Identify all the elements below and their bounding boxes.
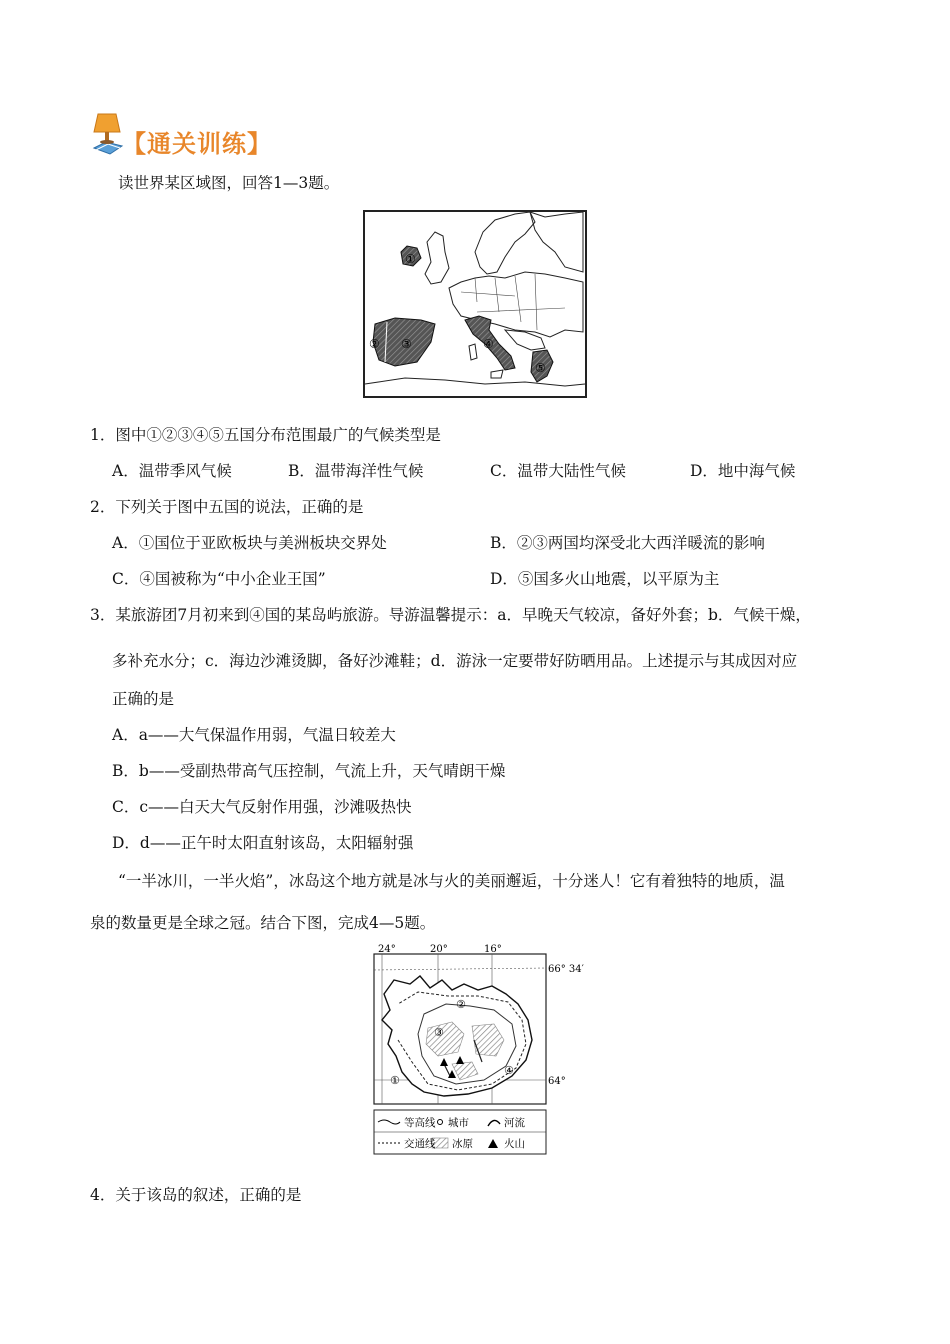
q4-stem: 4．关于该岛的叙述，正确的是	[90, 1186, 302, 1204]
header-icon	[92, 112, 124, 156]
q3-option-b: B．b——受副热带高气压控制，气流上升，天气晴朗干燥	[112, 762, 506, 780]
legend-volcano: 火山	[504, 1138, 525, 1150]
q3-option-a: A．a——大气保温作用弱，气温日较差大	[112, 726, 396, 744]
lon-label-24: 24°	[378, 944, 396, 955]
q2-stem: 2．下列关于图中五国的说法，正确的是	[90, 498, 364, 516]
q1-option-d: D．地中海气候	[690, 462, 796, 480]
q2-option-b: B．②③两国均深受北大西洋暖流的影响	[490, 534, 765, 552]
map1-label-2: ②	[369, 337, 380, 351]
lat-label-64: 64°	[548, 1076, 566, 1087]
legend-transport: 交通线	[404, 1138, 436, 1150]
q1-option-c: C．温带大陆性气候	[490, 462, 626, 480]
lon-label-16: 16°	[484, 944, 502, 955]
map2-label-3: ③	[434, 1026, 444, 1039]
intro-text-2-line1: “一半冰川，一半火焰”，冰岛这个地方就是冰与火的美丽邂逅，十分迷人！它有着独特的地质，温	[118, 872, 785, 890]
section-title: 【通关训练】	[122, 130, 272, 158]
q3-option-c: C．c——白天大气反射作用强，沙滩吸热快	[112, 798, 412, 816]
q3-stem-line2: 多补充水分；c．海边沙滩烫脚，备好沙滩鞋；d．游泳一定要带好防晒用品。上述提示与其成因对应	[112, 652, 798, 670]
q1-stem: 1．图中①②③④⑤五国分布范围最广的气候类型是	[90, 426, 441, 444]
q3-stem-line1: 3．某旅游团7月初来到④国的某岛屿旅游。导游温馨提示：a．早晚天气较凉，备好外套；b．气候干燥，	[90, 606, 811, 624]
q2-option-d: D．⑤国多火山地震，以平原为主	[490, 570, 720, 588]
lat-label-6634: 66° 34′	[548, 964, 584, 975]
legend-river: 河流	[504, 1117, 525, 1129]
map2-label-2: ②	[456, 998, 466, 1011]
map1-label-4: ④	[483, 337, 494, 351]
q1-option-a: A．温带季风气候	[112, 462, 232, 480]
intro-text-2-line2: 泉的数量更是全球之冠。结合下图，完成4—5题。	[90, 914, 436, 932]
lon-label-20: 20°	[430, 944, 448, 955]
iceland-map	[368, 944, 584, 1156]
europe-map	[363, 210, 587, 398]
map1-label-5: ⑤	[535, 361, 546, 375]
legend-city: 城市	[448, 1117, 469, 1129]
map1-label-1: ①	[405, 252, 416, 266]
q3-option-d: D．d——正午时太阳直射该岛，太阳辐射强	[112, 834, 414, 852]
map1-label-3: ③	[401, 337, 412, 351]
legend-icefield: 冰原	[452, 1138, 473, 1150]
intro-text-1: 读世界某区域图，回答1—3题。	[118, 174, 340, 192]
q2-option-a: A．①国位于亚欧板块与美洲板块交界处	[112, 534, 387, 552]
map2-label-1: ①	[390, 1074, 400, 1087]
q1-option-b: B．温带海洋性气候	[288, 462, 424, 480]
legend-contour: 等高线	[404, 1117, 436, 1129]
map2-label-4: ④	[504, 1064, 514, 1077]
q3-stem-line3: 正确的是	[112, 690, 175, 708]
q2-option-c: C．④国被称为“中小企业王国”	[112, 570, 326, 588]
